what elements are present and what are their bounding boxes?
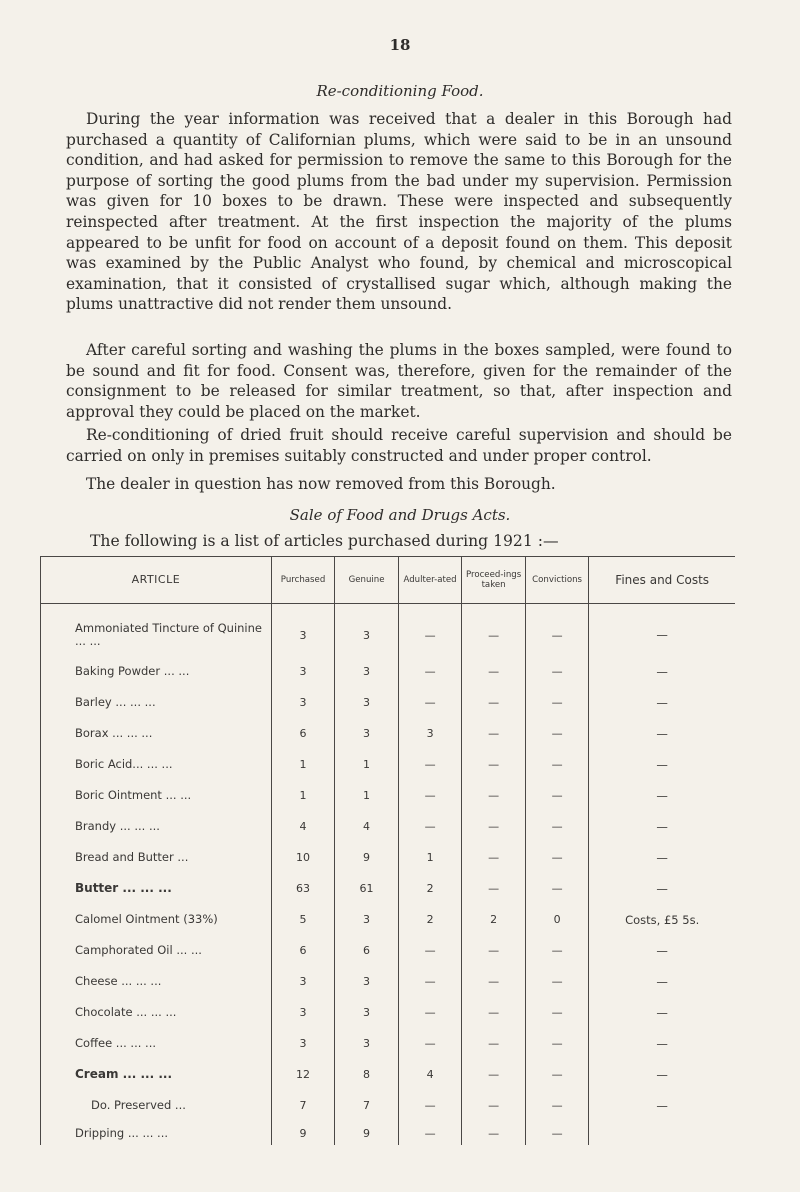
- table-row: [41, 1028, 736, 1059]
- table-row: [41, 935, 736, 966]
- table-row: [41, 842, 736, 873]
- header-fines: Fines and Costs: [589, 557, 735, 604]
- cell-fines: Costs, £5 5s.: [589, 904, 735, 935]
- cell-article: Boric Ointment ... ...: [41, 780, 272, 811]
- cell-adulterated: —: [398, 1028, 462, 1059]
- table-row: [41, 904, 736, 935]
- cell-genuine: 7: [335, 1090, 399, 1121]
- cell-article: Coffee ... ... ...: [41, 1028, 272, 1059]
- cell-genuine: 3: [335, 687, 399, 718]
- cell-fines: —: [589, 1090, 735, 1121]
- cell-purchased: 1: [271, 749, 335, 780]
- cell-adulterated: —: [398, 966, 462, 997]
- cell-proceedings: —: [462, 656, 526, 687]
- cell-convictions: —: [525, 811, 589, 842]
- cell-fines: —: [589, 749, 735, 780]
- page-number: 18: [389, 36, 411, 54]
- cell-purchased: 5: [271, 904, 335, 935]
- cell-article: Barley ... ... ...: [41, 687, 272, 718]
- cell-article: Chocolate ... ... ...: [41, 997, 272, 1028]
- cell-purchased: 3: [271, 604, 335, 657]
- cell-article: Cheese ... ... ...: [41, 966, 272, 997]
- cell-article: Dripping ... ... ...: [41, 1121, 272, 1145]
- cell-article: Butter ... ... ...: [41, 873, 272, 904]
- cell-fines: —: [589, 1059, 735, 1090]
- table-row: [41, 749, 736, 780]
- cell-purchased: 10: [271, 842, 335, 873]
- cell-genuine: 4: [335, 811, 399, 842]
- cell-genuine: 61: [335, 873, 399, 904]
- cell-convictions: —: [525, 656, 589, 687]
- cell-convictions: —: [525, 780, 589, 811]
- cell-purchased: 3: [271, 997, 335, 1028]
- cell-article: Ammoniated Tincture of Quinine ... ...: [41, 604, 272, 657]
- cell-purchased: 3: [271, 1028, 335, 1059]
- cell-fines: —: [589, 656, 735, 687]
- table-header-row: [41, 557, 736, 604]
- cell-purchased: 9: [271, 1121, 335, 1145]
- cell-proceedings: —: [462, 873, 526, 904]
- cell-article: Calomel Ointment (33%): [41, 904, 272, 935]
- cell-genuine: 3: [335, 904, 399, 935]
- cell-purchased: 3: [271, 656, 335, 687]
- cell-article: Cream ... ... ...: [41, 1059, 272, 1090]
- table-row: [41, 656, 736, 687]
- cell-genuine: 8: [335, 1059, 399, 1090]
- cell-adulterated: —: [398, 749, 462, 780]
- cell-fines: —: [589, 780, 735, 811]
- cell-fines: —: [589, 604, 735, 657]
- cell-genuine: 3: [335, 718, 399, 749]
- table-row: [41, 966, 736, 997]
- section-heading-food-drugs: Sale of Food and Drugs Acts.: [289, 506, 511, 524]
- cell-proceedings: —: [462, 749, 526, 780]
- cell-article: Do. Preserved ...: [41, 1090, 272, 1121]
- cell-convictions: —: [525, 1059, 589, 1090]
- cell-fines: —: [589, 935, 735, 966]
- cell-adulterated: 4: [398, 1059, 462, 1090]
- table-row: [41, 718, 736, 749]
- cell-fines: —: [589, 873, 735, 904]
- cell-genuine: 3: [335, 966, 399, 997]
- cell-purchased: 3: [271, 966, 335, 997]
- cell-adulterated: —: [398, 656, 462, 687]
- header-convictions: Convictions: [525, 557, 589, 604]
- cell-genuine: 1: [335, 780, 399, 811]
- cell-fines: [589, 1121, 735, 1145]
- paragraph-1: During the year information was received that a dealer in this Borough had purchased a quantity of Californian plums, which were said to be in an unsound condition, and had asked for permission to remove the same to this Borough for the purpose of sorting the good plums from the bad under my supervision. Permission was given for 10 boxes to be drawn. These were inspected and subsequently reinspected after treatment. At the first inspection the majority of the plums appeared to be unfit for food on account of a deposit found on them. This deposit was examined by the Public Analyst who found, by chemical and microscopical examination, that it consisted of crystallised sugar which, although making the plums unattractive did not render them unsound.: [66, 110, 732, 314]
- cell-adulterated: —: [398, 604, 462, 657]
- cell-convictions: —: [525, 1090, 589, 1121]
- cell-adulterated: 3: [398, 718, 462, 749]
- table-row: [41, 873, 736, 904]
- table-row: [41, 1121, 736, 1145]
- cell-adulterated: 2: [398, 873, 462, 904]
- cell-convictions: —: [525, 873, 589, 904]
- cell-adulterated: 1: [398, 842, 462, 873]
- cell-convictions: 0: [525, 904, 589, 935]
- cell-proceedings: —: [462, 718, 526, 749]
- cell-purchased: 1: [271, 780, 335, 811]
- cell-purchased: 63: [271, 873, 335, 904]
- header-genuine: Genuine: [335, 557, 399, 604]
- cell-purchased: 6: [271, 718, 335, 749]
- cell-proceedings: —: [462, 1059, 526, 1090]
- cell-proceedings: —: [462, 604, 526, 657]
- cell-adulterated: —: [398, 997, 462, 1028]
- cell-genuine: 1: [335, 749, 399, 780]
- cell-convictions: —: [525, 1121, 589, 1145]
- cell-genuine: 3: [335, 997, 399, 1028]
- cell-purchased: 12: [271, 1059, 335, 1090]
- table-row: [41, 780, 736, 811]
- cell-fines: —: [589, 842, 735, 873]
- cell-article: Brandy ... ... ...: [41, 811, 272, 842]
- cell-convictions: —: [525, 1028, 589, 1059]
- paragraph-4: The dealer in question has now removed from this Borough.: [86, 475, 556, 493]
- cell-adulterated: —: [398, 687, 462, 718]
- cell-purchased: 6: [271, 935, 335, 966]
- cell-convictions: —: [525, 966, 589, 997]
- table-intro: The following is a list of articles purchased during 1921 :—: [90, 532, 559, 550]
- cell-adulterated: —: [398, 1121, 462, 1145]
- cell-proceedings: —: [462, 935, 526, 966]
- table-row: [41, 604, 736, 657]
- paragraph-3: Re-conditioning of dried fruit should receive careful supervision and should be carried on only in premises suitably constructed and under proper control.: [66, 426, 732, 465]
- section-heading-reconditioning: Re-conditioning Food.: [316, 82, 484, 100]
- cell-convictions: —: [525, 604, 589, 657]
- cell-adulterated: —: [398, 1090, 462, 1121]
- cell-genuine: 9: [335, 1121, 399, 1145]
- cell-convictions: —: [525, 997, 589, 1028]
- cell-fines: —: [589, 997, 735, 1028]
- cell-purchased: 3: [271, 687, 335, 718]
- cell-convictions: —: [525, 687, 589, 718]
- cell-adulterated: —: [398, 780, 462, 811]
- header-article: ARTICLE: [41, 557, 272, 604]
- cell-fines: —: [589, 718, 735, 749]
- cell-article: Borax ... ... ...: [41, 718, 272, 749]
- paragraph-2: After careful sorting and washing the plums in the boxes sampled, were found to be sound and fit for food. Consent was, therefore, given for the remainder of the consignment to be released for similar treatment, so that, after inspection and approval they could be placed on the market.: [66, 341, 732, 421]
- cell-proceedings: —: [462, 1090, 526, 1121]
- cell-fines: —: [589, 1028, 735, 1059]
- cell-proceedings: —: [462, 1121, 526, 1145]
- cell-convictions: —: [525, 749, 589, 780]
- cell-proceedings: 2: [462, 904, 526, 935]
- table-row: [41, 811, 736, 842]
- cell-fines: —: [589, 687, 735, 718]
- table-row: [41, 1090, 736, 1121]
- cell-genuine: 3: [335, 656, 399, 687]
- cell-article: Camphorated Oil ... ...: [41, 935, 272, 966]
- cell-genuine: 6: [335, 935, 399, 966]
- header-adulterated: Adulter-ated: [398, 557, 462, 604]
- cell-purchased: 7: [271, 1090, 335, 1121]
- cell-genuine: 3: [335, 1028, 399, 1059]
- cell-fines: —: [589, 811, 735, 842]
- cell-proceedings: —: [462, 966, 526, 997]
- cell-proceedings: —: [462, 842, 526, 873]
- cell-proceedings: —: [462, 1028, 526, 1059]
- cell-convictions: —: [525, 718, 589, 749]
- cell-proceedings: —: [462, 997, 526, 1028]
- header-purchased: Purchased: [271, 557, 335, 604]
- table-row: [41, 687, 736, 718]
- table-row: [41, 1059, 736, 1090]
- cell-genuine: 3: [335, 604, 399, 657]
- cell-convictions: —: [525, 842, 589, 873]
- cell-proceedings: —: [462, 811, 526, 842]
- cell-article: Bread and Butter ...: [41, 842, 272, 873]
- cell-fines: —: [589, 966, 735, 997]
- cell-adulterated: —: [398, 811, 462, 842]
- cell-genuine: 9: [335, 842, 399, 873]
- cell-adulterated: 2: [398, 904, 462, 935]
- header-proceedings: Proceed-ings taken: [462, 557, 526, 604]
- cell-article: Baking Powder ... ...: [41, 656, 272, 687]
- table-row: [41, 997, 736, 1028]
- articles-table: [40, 556, 735, 1145]
- cell-convictions: —: [525, 935, 589, 966]
- cell-purchased: 4: [271, 811, 335, 842]
- cell-proceedings: —: [462, 687, 526, 718]
- cell-adulterated: —: [398, 935, 462, 966]
- cell-proceedings: —: [462, 780, 526, 811]
- cell-article: Boric Acid... ... ...: [41, 749, 272, 780]
